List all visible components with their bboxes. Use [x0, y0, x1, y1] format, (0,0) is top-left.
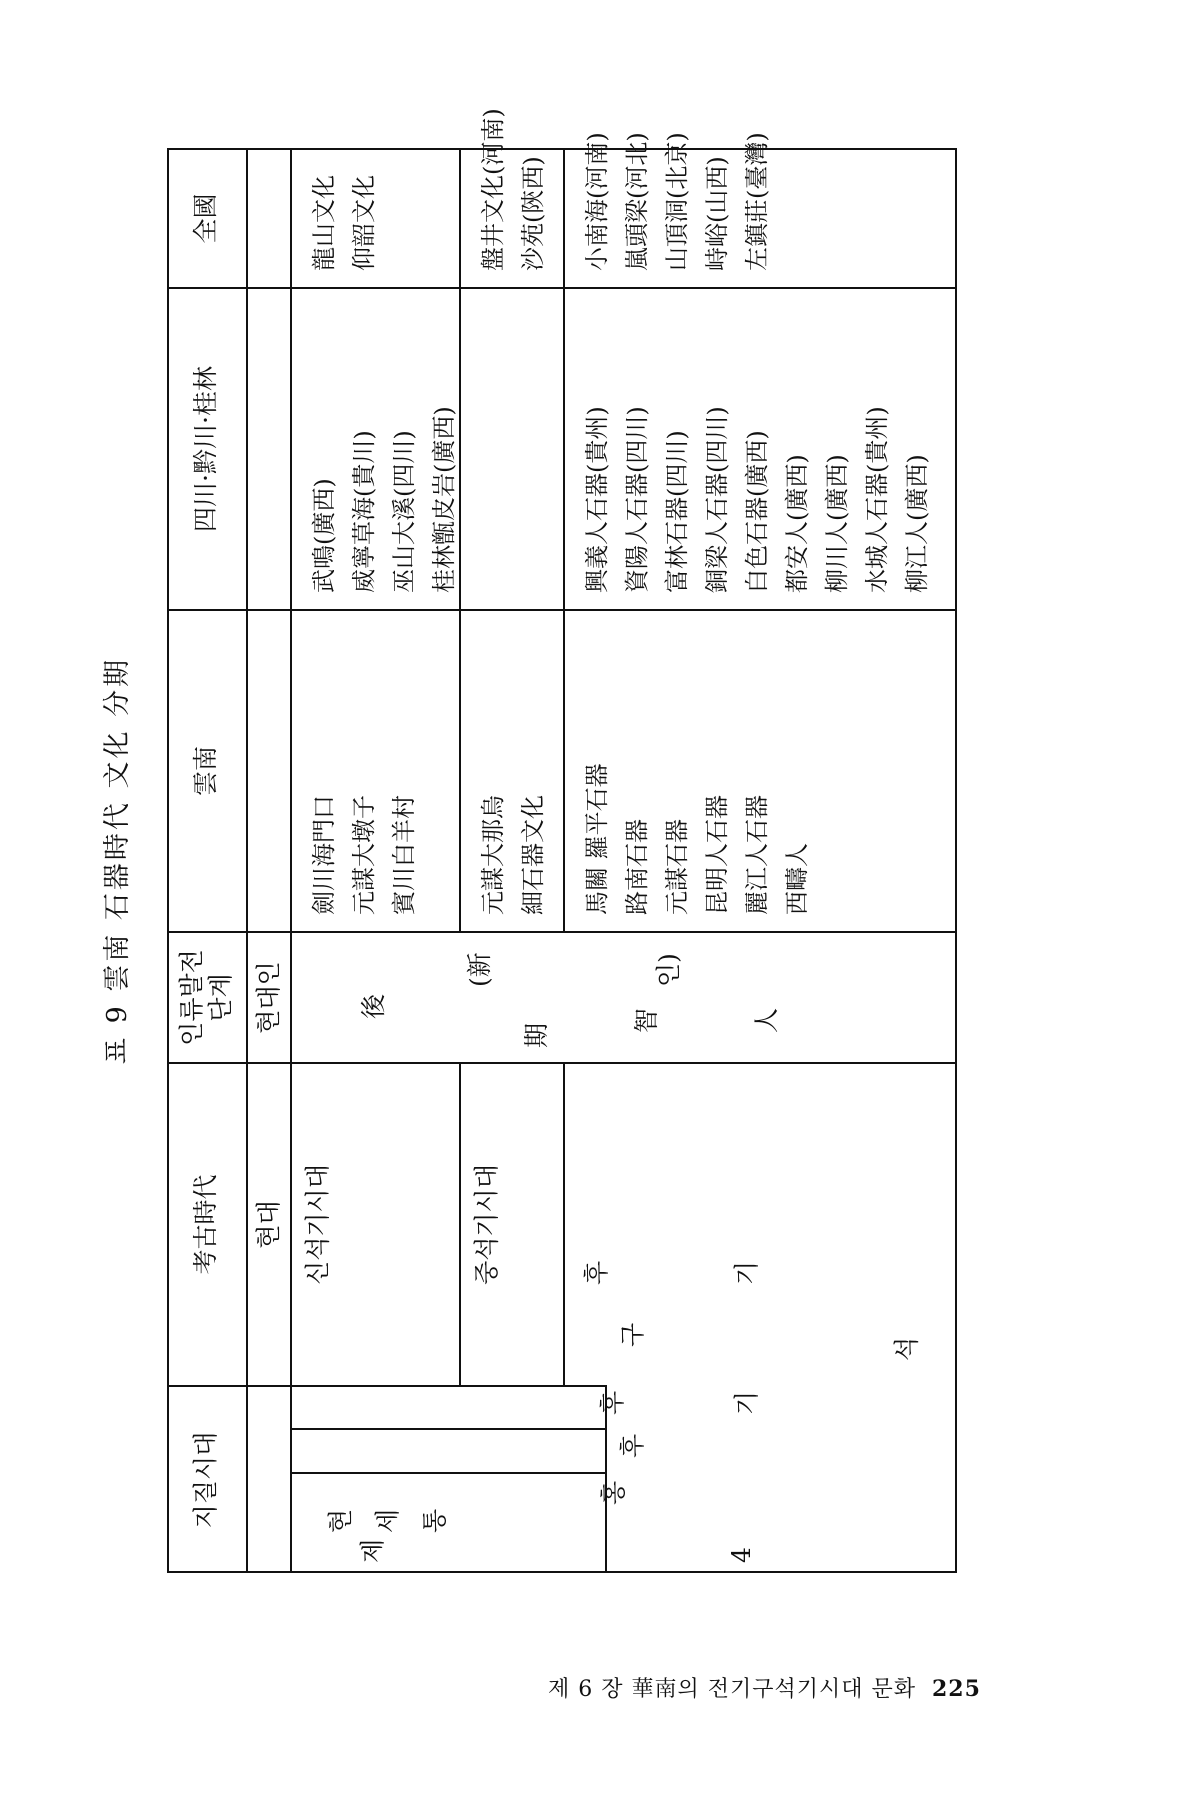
label-quaternary-1: 제 — [358, 1538, 387, 1563]
label-late-paleo-2: 기 — [732, 1260, 761, 1285]
list-item: 西疇人 — [783, 843, 811, 915]
label-late-stage-2: 기 — [732, 1390, 761, 1415]
list-item: 嵐頭梁(河北) — [623, 132, 651, 271]
list-item: 龍山文化 — [310, 175, 338, 271]
sichuan-neolithic-list — [292, 289, 476, 609]
national-neolithic-list — [292, 150, 396, 287]
list-item: 元謀大墩子 — [350, 795, 378, 915]
list-item: 元謀大那烏 — [479, 795, 507, 915]
label-holocene-2: 세 — [373, 1508, 402, 1533]
list-item: 左鎮莊(臺灣) — [743, 132, 771, 271]
list-item: 麗江人石器 — [743, 795, 771, 915]
national-mesolithic-list — [461, 108, 565, 287]
human-column — [292, 931, 957, 1062]
yunnan-neolithic-list — [292, 611, 436, 931]
label-holocene-1: 현 — [326, 1508, 355, 1533]
header-yunnan: 雲南 — [167, 609, 248, 931]
sichuan-modern-blank — [248, 287, 292, 609]
list-item: 水城人石器(貴州) — [863, 406, 891, 593]
list-item: 巫山大溪(四川) — [390, 430, 418, 593]
label-upper-paleo-1: 구 — [618, 1322, 647, 1347]
sichuan-paleolithic — [565, 287, 957, 609]
national-mesolithic — [461, 108, 565, 287]
header-archaeological-period: 考古時代 — [167, 1062, 248, 1385]
list-item: 仰韶文化 — [350, 175, 378, 271]
page-number: 225 — [932, 1676, 981, 1702]
list-item: 元謀石器 — [663, 819, 691, 915]
header-human-stage-line1: 인류발전 — [176, 949, 206, 1046]
yunnan-mesolithic — [461, 609, 565, 931]
rotated-table-page — [102, 108, 957, 1573]
list-item: 小南海(河南) — [583, 132, 611, 271]
chapter-title: 제 6 장 華南의 전기구석기시대 문화 — [548, 1677, 916, 1702]
label-upper-paleo-2: 석 — [892, 1336, 921, 1361]
label-pleistocene-1: 후 — [618, 1433, 647, 1458]
list-item: 昆明人石器 — [703, 795, 731, 915]
yunnan-paleolithic-list — [565, 611, 829, 931]
header-human-stage-line2: 단계 — [205, 973, 235, 1022]
header-sichuan-guizhou-guilin: 四川·黔川·桂林 — [167, 287, 248, 609]
list-item: 都安人(廣西) — [783, 454, 811, 593]
sichuan-mesolithic — [461, 287, 565, 609]
list-item: 桂林甑皮岩(廣西) — [430, 406, 458, 593]
list-item: 盤井文化(河南) — [479, 108, 507, 271]
list-item: 賓川白羊村 — [390, 795, 418, 915]
header-geologic-period: 지질시대 — [167, 1385, 248, 1573]
sichuan-paleolithic-list — [565, 289, 949, 609]
list-item: 柳川人(廣西) — [823, 454, 851, 593]
label-hou: 後 — [359, 993, 388, 1019]
label-holocene-3: 통 — [420, 1508, 449, 1533]
label-ren: 人 — [752, 1007, 781, 1033]
sichuan-neolithic — [292, 287, 461, 609]
list-item: 路南石器 — [623, 819, 651, 915]
list-item: 資陽人石器(四川) — [623, 406, 651, 593]
national-paleolithic-list — [565, 132, 789, 287]
yunnan-mesolithic-list — [461, 611, 565, 931]
label-late-paleo-1: 후 — [582, 1260, 611, 1285]
list-item: 山頂洞(北京) — [663, 132, 691, 271]
list-item: 馬關 羅平石器 — [583, 763, 611, 915]
list-item: 白色石器(廣西) — [743, 430, 771, 593]
label-qi: 期 — [522, 1022, 551, 1048]
header-national: 全國 — [167, 148, 248, 287]
label-new-end: 인) — [654, 953, 683, 987]
list-item: 細石器文化 — [519, 795, 547, 915]
page-footer — [548, 1672, 981, 1703]
list-item: 柳江人(廣西) — [903, 454, 931, 593]
list-item: 沙苑(陝西) — [519, 156, 547, 271]
list-item: 富林石器(四川) — [663, 430, 691, 593]
national-paleolithic — [565, 132, 957, 287]
list-item: 興義人石器(貴州) — [583, 406, 611, 593]
yunnan-paleolithic — [565, 609, 957, 931]
national-modern-blank — [248, 148, 292, 287]
geo-holocene-subcol2 — [292, 1385, 607, 1428]
human-modern: 현대인 — [248, 931, 292, 1062]
yunnan-neolithic — [292, 609, 461, 931]
label-zhi: 智 — [632, 1007, 661, 1033]
label-upper-pleistocene: 홍 — [599, 1480, 628, 1505]
arch-modern: 현대 — [248, 1062, 292, 1385]
list-item: 劍川海門口 — [310, 795, 338, 915]
geo-modern-blank — [248, 1385, 292, 1573]
list-item: 武鳴(廣西) — [310, 478, 338, 593]
list-item: 銅梁人石器(四川) — [703, 406, 731, 593]
list-item: 威寧草海(貴川) — [350, 430, 378, 593]
arch-mesolithic: 중석기시대 — [461, 1062, 565, 1385]
header-human-stage — [167, 931, 248, 1062]
arch-neolithic: 신석기시대 — [292, 1062, 461, 1385]
yunnan-modern-blank — [248, 609, 292, 931]
label-quaternary-2: 4 — [727, 1547, 756, 1563]
label-new: (新 — [465, 952, 494, 987]
list-item: 峙峪(山西) — [703, 156, 731, 271]
geo-holocene-subcol — [292, 1428, 607, 1472]
national-neolithic — [292, 148, 461, 287]
label-late-stage-1: 후 — [598, 1390, 627, 1415]
table-caption: 표 9 雲南 石器時代 文化 分期 — [102, 656, 133, 1065]
